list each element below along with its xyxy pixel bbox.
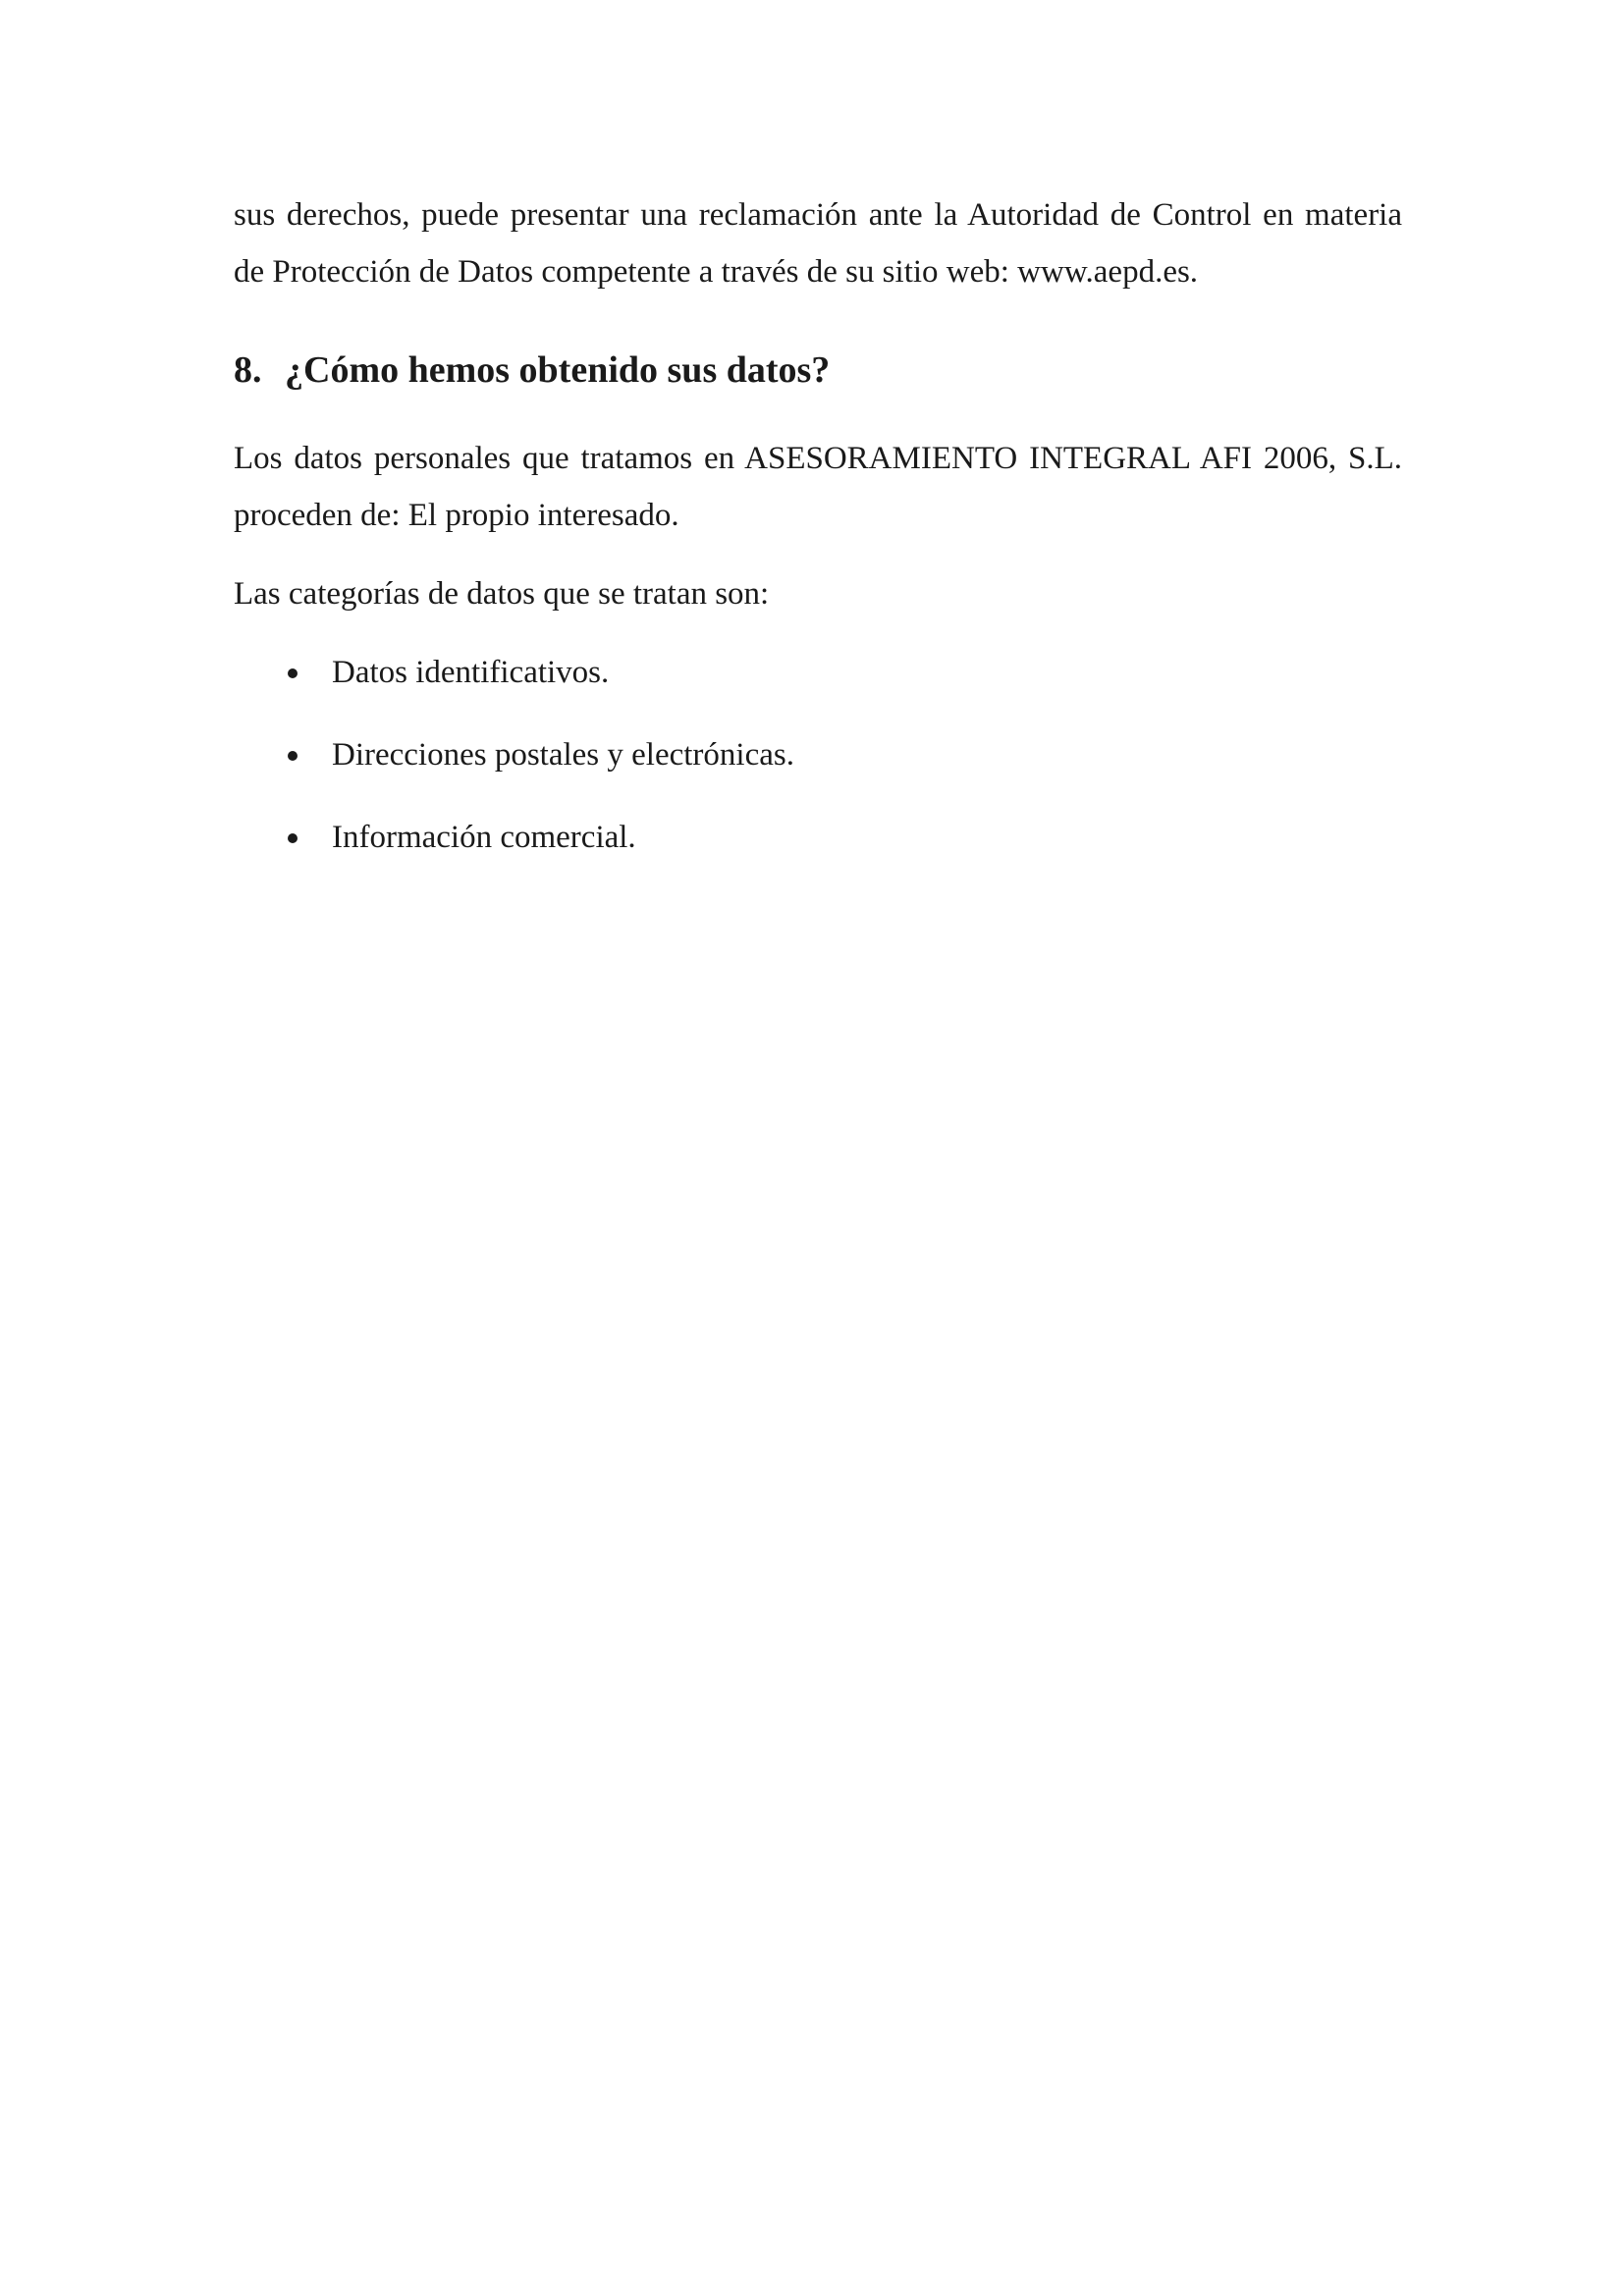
list-item-text: Direcciones postales y electrónicas.	[332, 737, 794, 773]
source-line-1: Los datos personales que tratamos en ASESORAMIENTO INTEGRAL AFI 2006, S.L.	[234, 441, 1402, 476]
list-item	[234, 644, 1402, 701]
list-item	[234, 809, 1402, 866]
section-heading	[234, 346, 1402, 395]
intro-paragraph	[234, 187, 1402, 300]
intro-line-1: sus derechos, puede presentar una reclamación ante la Autoridad de Control en materia	[234, 197, 1402, 233]
section-title: ¿Cómo hemos obtenido sus datos?	[285, 349, 831, 391]
bullet-icon	[288, 833, 298, 843]
bullet-icon	[288, 668, 298, 678]
categories-intro: Las categorías de datos que se tratan son:	[234, 576, 770, 612]
list-item-text: Información comercial.	[332, 820, 636, 855]
page-content	[234, 187, 1402, 891]
list-item	[234, 726, 1402, 783]
categories-list	[234, 644, 1402, 866]
source-paragraph	[234, 430, 1402, 544]
bullet-icon	[288, 751, 298, 761]
source-line-2: proceden de: El propio interesado.	[234, 498, 679, 533]
list-item-text: Datos identificativos.	[332, 655, 610, 690]
section-number: 8.	[234, 349, 262, 391]
intro-line-2: de Protección de Datos competente a través de su sitio web: www.aepd.es.	[234, 254, 1199, 290]
